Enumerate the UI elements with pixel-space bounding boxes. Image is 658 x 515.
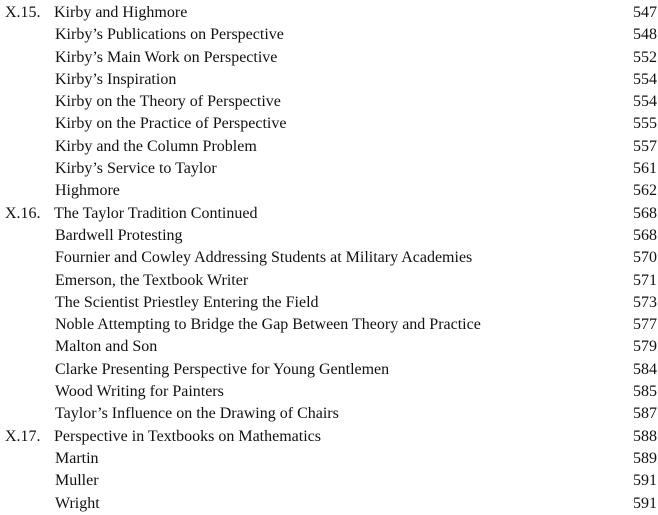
entry-title: Malton and Son bbox=[55, 338, 158, 356]
section-title: Perspective in Textbooks on Mathematics bbox=[54, 427, 321, 445]
page-number: 548 bbox=[633, 26, 657, 44]
toc-entry bbox=[0, 247, 658, 269]
entry-title: Highmore bbox=[55, 182, 120, 200]
toc-entry bbox=[0, 470, 658, 492]
page-number: 552 bbox=[633, 48, 657, 66]
entry-title: Wood Writing for Painters bbox=[55, 383, 224, 401]
entry-title: Kirby on the Theory of Perspective bbox=[55, 93, 281, 111]
section-heading bbox=[0, 426, 658, 448]
section-heading bbox=[0, 203, 658, 225]
section-number: X.16. bbox=[5, 204, 41, 222]
section-heading bbox=[0, 2, 658, 24]
toc-entry bbox=[0, 69, 658, 91]
toc-entry bbox=[0, 270, 658, 292]
toc-entry bbox=[0, 336, 658, 358]
toc-entry bbox=[0, 314, 658, 336]
entry-title: Muller bbox=[55, 472, 99, 490]
section-number: X.17. bbox=[5, 427, 41, 445]
entry-title: Emerson, the Textbook Writer bbox=[55, 271, 249, 289]
entry-title: Wright bbox=[55, 494, 100, 512]
entry-title: Kirby’s Service to Taylor bbox=[55, 160, 217, 178]
toc-entry bbox=[0, 47, 658, 69]
entry-title: Kirby’s Main Work on Perspective bbox=[55, 48, 278, 66]
page-number: 577 bbox=[633, 316, 657, 334]
page-number: 568 bbox=[633, 204, 657, 222]
page-number: 591 bbox=[633, 472, 657, 490]
page-number: 579 bbox=[633, 338, 657, 356]
page-number: 584 bbox=[633, 360, 657, 378]
entry-title: Kirby on the Practice of Perspective bbox=[55, 115, 287, 133]
toc-entry bbox=[0, 292, 658, 314]
section-title: The Taylor Tradition Continued bbox=[54, 204, 258, 222]
toc-entry bbox=[0, 180, 658, 202]
table-of-contents bbox=[0, 2, 658, 515]
entry-title: Kirby and the Column Problem bbox=[55, 137, 257, 155]
toc-entry bbox=[0, 448, 658, 470]
page-number: 554 bbox=[633, 93, 657, 111]
entry-title: Fournier and Cowley Addressing Students at Military Academies bbox=[55, 249, 473, 267]
toc-entry bbox=[0, 225, 658, 247]
page-number: 573 bbox=[633, 293, 657, 311]
page-number: 585 bbox=[633, 383, 657, 401]
page-number: 554 bbox=[633, 70, 657, 88]
entry-title: Kirby’s Publications on Perspective bbox=[55, 26, 284, 44]
toc-entry bbox=[0, 158, 658, 180]
toc-entry bbox=[0, 113, 658, 135]
page-number: 557 bbox=[633, 137, 657, 155]
toc-entry bbox=[0, 493, 658, 515]
section-number: X.15. bbox=[5, 4, 41, 21]
page-number: 588 bbox=[633, 427, 657, 445]
entry-title: Martin bbox=[55, 449, 99, 467]
entry-title: Bardwell Protesting bbox=[55, 226, 183, 244]
page-number: 568 bbox=[633, 226, 657, 244]
toc-entry bbox=[0, 91, 658, 113]
entry-title: The Scientist Priestley Entering the Field bbox=[55, 293, 319, 311]
page-number: 589 bbox=[633, 449, 657, 467]
page-number: 562 bbox=[633, 182, 657, 200]
entry-title: Noble Attempting to Bridge the Gap Between Theory and Practice bbox=[55, 316, 481, 334]
section-title: Kirby and Highmore bbox=[54, 4, 188, 21]
page-number: 547 bbox=[633, 4, 657, 21]
toc-entry bbox=[0, 136, 658, 158]
toc-entry bbox=[0, 381, 658, 403]
entry-title: Kirby’s Inspiration bbox=[55, 70, 177, 88]
entry-title: Taylor’s Influence on the Drawing of Chairs bbox=[55, 405, 339, 423]
page-number: 570 bbox=[633, 249, 657, 267]
toc-entry bbox=[0, 24, 658, 46]
page-number: 561 bbox=[633, 160, 657, 178]
toc-entry bbox=[0, 359, 658, 381]
page-number: 555 bbox=[633, 115, 657, 133]
page-number: 587 bbox=[633, 405, 657, 423]
toc-entry bbox=[0, 403, 658, 425]
page-number: 571 bbox=[633, 271, 657, 289]
page-number: 591 bbox=[633, 494, 657, 512]
entry-title: Clarke Presenting Perspective for Young Gentlemen bbox=[55, 360, 390, 378]
